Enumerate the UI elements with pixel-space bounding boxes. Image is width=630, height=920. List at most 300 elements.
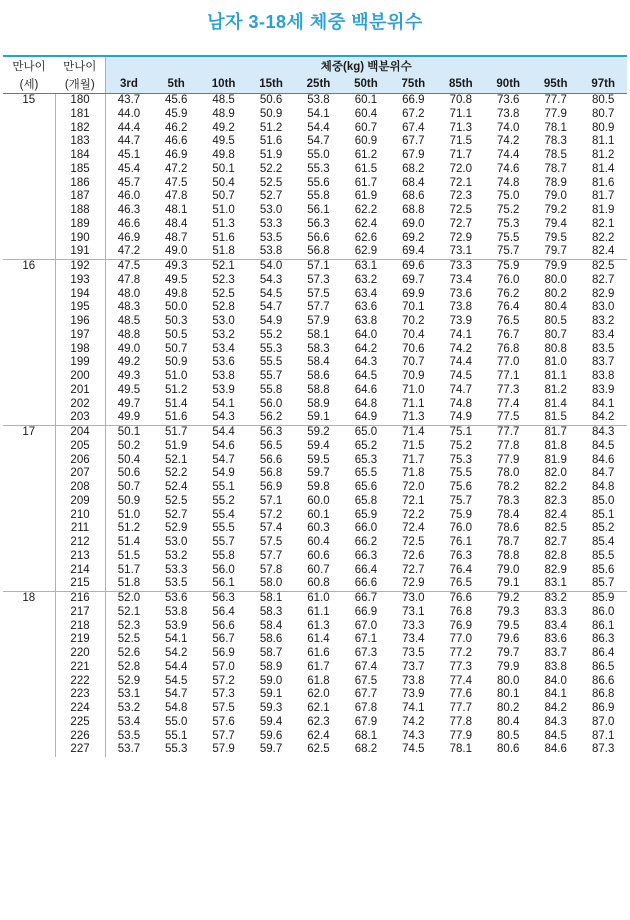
- weight-value-cell: 71.7: [449, 149, 472, 161]
- weight-value-cell: 73.0: [390, 592, 437, 606]
- age-month-header-top: 만나이: [55, 56, 105, 75]
- age-months-cell: 192: [55, 260, 105, 274]
- weight-value-cell: 79.2: [544, 204, 567, 216]
- weight-value-cell: 53.6: [212, 356, 235, 369]
- age-months-cell: 206: [55, 454, 105, 468]
- weight-value-cell: 71.1: [402, 397, 425, 410]
- weight-value-cell: 74.2: [497, 135, 520, 148]
- age-months-cell: 199: [55, 356, 105, 370]
- weight-value-cell: 82.1: [592, 217, 615, 230]
- weight-value-cell: 50.7: [117, 481, 141, 493]
- weight-value-cell: 56.1: [212, 577, 235, 590]
- weight-value-cell: 51.2: [259, 121, 283, 134]
- weight-value-cell: 67.8: [354, 702, 378, 714]
- table-row: [3, 564, 627, 578]
- weight-value-cell: 55.7: [259, 370, 283, 382]
- weight-value-cell: 83.0: [592, 301, 615, 314]
- weight-value-cell: 58.9: [259, 660, 283, 673]
- table-row: [3, 329, 627, 343]
- weight-value-cell: 83.4: [544, 619, 567, 632]
- header-row-top: [3, 56, 627, 75]
- weight-value-cell: 79.3: [497, 605, 520, 618]
- table-row: [3, 620, 627, 634]
- weight-value-cell: 55.0: [164, 715, 188, 728]
- weight-value-cell: 58.1: [247, 592, 294, 606]
- weight-percentile-table: [3, 55, 627, 757]
- weight-value-cell: 59.5: [307, 453, 330, 466]
- weight-value-cell: 81.6: [592, 176, 615, 189]
- weight-value-cell: 78.1: [544, 121, 567, 134]
- weight-value-cell: 53.8: [164, 605, 188, 618]
- weight-value-cell: 57.4: [259, 522, 283, 535]
- weight-value-cell: 54.4: [307, 121, 330, 134]
- weight-value-cell: 58.3: [259, 605, 283, 618]
- weight-value-cell: 56.8: [259, 467, 283, 480]
- table-row: [3, 149, 627, 163]
- weight-value-cell: 69.0: [402, 217, 425, 230]
- weight-value-cell: 74.8: [449, 397, 472, 410]
- weight-value-cell: 75.6: [449, 481, 472, 493]
- weight-value-cell: 85.1: [592, 508, 615, 521]
- age-months-cell: 194: [55, 288, 105, 302]
- weight-value-cell: 54.3: [212, 411, 235, 424]
- weight-value-cell: 62.6: [354, 231, 378, 244]
- weight-value-cell: 51.0: [212, 204, 235, 216]
- weight-value-cell: 78.7: [544, 162, 567, 175]
- weight-value-cell: 77.9: [497, 453, 520, 466]
- weight-value-cell: 49.0: [117, 342, 141, 355]
- weight-value-cell: 54.5: [164, 674, 188, 687]
- table-row: [3, 343, 627, 357]
- weight-value-cell: 67.4: [354, 660, 378, 673]
- weight-value-cell: 54.1: [164, 633, 188, 646]
- weight-value-cell: 70.8: [449, 94, 472, 106]
- weight-value-cell: 53.4: [117, 715, 141, 728]
- weight-value-cell: 56.2: [259, 411, 283, 424]
- weight-value-cell: 79.4: [544, 217, 567, 230]
- weight-value-cell: 70.9: [402, 370, 425, 382]
- table-row: [3, 232, 627, 246]
- weight-value-cell: 72.2: [402, 508, 425, 521]
- weight-value-cell: 50.9: [164, 356, 188, 369]
- table-row: [3, 495, 627, 509]
- weight-value-cell: 75.1: [437, 426, 484, 440]
- weight-value-cell: 59.0: [259, 674, 283, 687]
- weight-value-cell: 62.5: [307, 743, 330, 756]
- weight-value-cell: 53.9: [164, 619, 188, 632]
- table-row: [3, 177, 627, 191]
- weight-value-cell: 52.3: [117, 619, 141, 632]
- weight-value-cell: 65.3: [354, 453, 378, 466]
- weight-value-cell: 77.9: [544, 107, 567, 120]
- weight-value-cell: 67.7: [354, 688, 378, 701]
- weight-value-cell: 63.4: [354, 287, 378, 300]
- weight-value-cell: 53.8: [259, 245, 283, 258]
- table-row: [3, 675, 627, 689]
- weight-value-cell: 54.0: [247, 260, 294, 274]
- weight-value-cell: 56.8: [307, 245, 330, 258]
- weight-value-cell: 85.6: [592, 563, 615, 576]
- weight-value-cell: 67.3: [354, 647, 378, 659]
- weight-value-cell: 75.3: [449, 453, 472, 466]
- weight-value-cell: 77.7: [485, 426, 532, 440]
- age-month-header-bottom: (개월): [55, 75, 105, 94]
- weight-value-cell: 52.5: [164, 494, 188, 507]
- weight-value-cell: 56.7: [212, 633, 235, 646]
- weight-value-cell: 65.2: [354, 439, 378, 452]
- weight-value-cell: 54.9: [212, 467, 235, 480]
- weight-value-cell: 73.8: [449, 301, 472, 314]
- weight-value-cell: 65.0: [342, 426, 389, 440]
- weight-value-cell: 78.9: [544, 176, 567, 189]
- weight-value-cell: 74.6: [497, 162, 520, 175]
- weight-value-cell: 54.7: [164, 688, 188, 701]
- age-months-cell: 224: [55, 702, 105, 716]
- weight-value-cell: 54.2: [164, 647, 188, 659]
- weight-value-cell: 76.5: [449, 577, 472, 590]
- weight-value-cell: 55.1: [164, 729, 188, 742]
- table-row: [3, 218, 627, 232]
- weight-value-cell: 51.6: [212, 231, 235, 244]
- table-row: [3, 190, 627, 204]
- weight-value-cell: 66.6: [354, 577, 378, 590]
- table-row: [3, 467, 627, 481]
- weight-value-cell: 81.2: [544, 383, 567, 396]
- weight-value-cell: 78.3: [497, 494, 520, 507]
- table-row: [3, 135, 627, 149]
- weight-value-cell: 86.8: [592, 688, 615, 701]
- weight-value-cell: 48.5: [212, 94, 235, 106]
- weight-value-cell: 84.0: [544, 674, 567, 687]
- weight-value-cell: 70.1: [402, 301, 425, 314]
- weight-value-cell: 55.2: [259, 328, 283, 341]
- weight-value-cell: 71.7: [402, 453, 425, 466]
- age-months-cell: 204: [55, 426, 105, 440]
- weight-value-cell: 53.5: [259, 231, 283, 244]
- weight-value-cell: 77.3: [449, 660, 472, 673]
- weight-value-cell: 61.4: [307, 633, 330, 646]
- weight-value-cell: 55.0: [307, 149, 330, 161]
- weight-value-cell: 82.5: [544, 522, 567, 535]
- weight-value-cell: 85.5: [592, 549, 615, 562]
- weight-value-cell: 56.0: [259, 397, 283, 410]
- weight-value-cell: 83.7: [544, 647, 567, 659]
- table-row: [3, 122, 627, 136]
- weight-value-cell: 44.4: [117, 121, 141, 134]
- weight-value-cell: 79.0: [497, 563, 520, 576]
- weight-value-cell: 79.6: [497, 633, 520, 646]
- weight-value-cell: 50.6: [117, 467, 141, 480]
- table-row: [3, 536, 627, 550]
- weight-value-cell: 53.0: [164, 536, 188, 548]
- weight-value-cell: 66.7: [342, 592, 389, 606]
- weight-value-cell: 51.7: [117, 563, 141, 576]
- weight-value-cell: 84.5: [592, 439, 615, 452]
- weight-value-cell: 57.1: [295, 260, 342, 274]
- weight-value-cell: 52.1: [200, 260, 247, 274]
- weight-value-cell: 74.0: [497, 121, 520, 134]
- weight-value-cell: 81.1: [592, 135, 615, 148]
- weight-value-cell: 53.0: [259, 204, 283, 216]
- weight-value-cell: 58.1: [307, 328, 330, 341]
- weight-value-cell: 81.0: [544, 356, 567, 369]
- weight-value-cell: 53.0: [212, 315, 235, 327]
- weight-value-cell: 63.2: [354, 273, 378, 286]
- weight-value-cell: 62.3: [307, 715, 330, 728]
- weight-value-cell: 52.3: [212, 273, 235, 286]
- weight-value-cell: 60.1: [354, 94, 378, 106]
- weight-value-cell: 54.8: [164, 702, 188, 714]
- weight-value-cell: 52.1: [164, 453, 188, 466]
- weight-value-cell: 75.2: [497, 204, 520, 216]
- weight-value-cell: 51.6: [259, 135, 283, 148]
- weight-value-cell: 67.0: [354, 619, 378, 632]
- age-years-cell: 15: [3, 94, 55, 260]
- age-months-cell: 188: [55, 204, 105, 218]
- weight-value-cell: 57.0: [212, 660, 235, 673]
- weight-value-cell: 79.2: [485, 592, 532, 606]
- weight-value-cell: 69.4: [402, 245, 425, 258]
- weight-value-cell: 83.8: [544, 660, 567, 673]
- age-months-cell: 209: [55, 495, 105, 509]
- weight-value-cell: 74.2: [402, 715, 425, 728]
- table-row: [3, 245, 627, 259]
- weight-value-cell: 72.0: [449, 162, 472, 175]
- percentile-header: 5th: [152, 75, 199, 94]
- table-row: [3, 301, 627, 315]
- weight-value-cell: 66.4: [354, 563, 378, 576]
- weight-value-cell: 57.7: [212, 729, 235, 742]
- weight-value-cell: 53.3: [259, 217, 283, 230]
- weight-value-cell: 74.9: [449, 411, 472, 424]
- weight-value-cell: 70.7: [402, 356, 425, 369]
- weight-value-cell: 80.2: [497, 702, 520, 714]
- weight-value-cell: 58.8: [307, 383, 330, 396]
- weight-value-cell: 82.7: [592, 273, 615, 286]
- percentile-header: 75th: [390, 75, 437, 94]
- weight-value-cell: 79.1: [497, 577, 520, 590]
- weight-value-cell: 46.6: [164, 135, 188, 148]
- weight-value-cell: 56.3: [247, 426, 294, 440]
- percentile-header: 85th: [437, 75, 484, 94]
- weight-value-cell: 51.2: [117, 522, 141, 535]
- weight-value-cell: 61.7: [307, 660, 330, 673]
- age-months-cell: 219: [55, 633, 105, 647]
- weight-value-cell: 50.3: [164, 315, 188, 327]
- table-row: [3, 411, 627, 425]
- age-months-cell: 203: [55, 411, 105, 425]
- weight-value-cell: 74.5: [449, 370, 472, 382]
- age-months-cell: 197: [55, 329, 105, 343]
- age-months-cell: 185: [55, 163, 105, 177]
- weight-value-cell: 56.6: [259, 453, 283, 466]
- weight-value-cell: 64.2: [354, 342, 378, 355]
- weight-value-cell: 53.8: [307, 94, 330, 106]
- weight-value-cell: 50.0: [164, 301, 188, 314]
- weight-value-cell: 80.5: [497, 729, 520, 742]
- weight-value-cell: 54.5: [259, 287, 283, 300]
- age-months-cell: 191: [55, 245, 105, 259]
- age-months-cell: 227: [55, 743, 105, 757]
- weight-value-cell: 59.4: [259, 715, 283, 728]
- weight-value-cell: 51.7: [152, 426, 199, 440]
- weight-value-cell: 68.8: [402, 204, 425, 216]
- table-body: [3, 94, 627, 758]
- weight-value-cell: 55.8: [307, 190, 330, 203]
- weight-value-cell: 50.9: [117, 494, 141, 507]
- weight-value-cell: 67.5: [354, 674, 378, 687]
- weight-value-cell: 73.9: [449, 315, 472, 327]
- weight-value-cell: 82.2: [544, 481, 567, 493]
- weight-value-cell: 50.7: [164, 342, 188, 355]
- weight-value-cell: 75.9: [449, 508, 472, 521]
- weight-value-cell: 82.2: [592, 231, 615, 244]
- weight-value-cell: 47.8: [117, 273, 141, 286]
- weight-value-cell: 72.1: [449, 176, 472, 189]
- weight-value-cell: 76.6: [437, 592, 484, 606]
- table-row: [3, 661, 627, 675]
- weight-value-cell: 60.8: [307, 577, 330, 590]
- weight-value-cell: 58.9: [307, 397, 330, 410]
- weight-value-cell: 86.0: [592, 605, 615, 618]
- weight-value-cell: 78.4: [497, 508, 520, 521]
- weight-value-cell: 62.9: [354, 245, 378, 258]
- weight-value-cell: 52.6: [117, 647, 141, 659]
- table-row: [3, 274, 627, 288]
- weight-value-cell: 53.2: [117, 702, 141, 714]
- weight-value-cell: 82.9: [592, 287, 615, 300]
- weight-value-cell: 55.4: [212, 508, 235, 521]
- weight-value-cell: 85.4: [592, 536, 615, 548]
- weight-value-cell: 53.7: [117, 743, 141, 756]
- weight-value-cell: 45.6: [164, 94, 188, 106]
- age-months-cell: 183: [55, 135, 105, 149]
- percentile-header: 97th: [579, 75, 627, 94]
- weight-value-cell: 55.5: [212, 522, 235, 535]
- weight-value-cell: 58.4: [307, 356, 330, 369]
- weight-value-cell: 84.1: [592, 397, 615, 410]
- weight-value-cell: 57.9: [307, 315, 330, 327]
- age-months-cell: 207: [55, 467, 105, 481]
- weight-value-cell: 48.9: [212, 107, 235, 120]
- weight-value-cell: 74.4: [449, 356, 472, 369]
- weight-value-cell: 44.0: [117, 107, 141, 120]
- weight-value-cell: 84.7: [592, 467, 615, 480]
- weight-value-cell: 84.2: [592, 411, 615, 424]
- age-months-cell: 200: [55, 370, 105, 384]
- weight-value-cell: 76.4: [497, 301, 520, 314]
- weight-value-cell: 51.3: [212, 217, 235, 230]
- weight-value-cell: 82.9: [544, 563, 567, 576]
- weight-value-cell: 45.1: [117, 149, 141, 161]
- weight-value-cell: 51.5: [117, 549, 141, 562]
- percentile-header: 95th: [532, 75, 579, 94]
- weight-value-cell: 68.2: [354, 743, 378, 756]
- table-row: [3, 743, 627, 757]
- weight-value-cell: 81.7: [532, 426, 579, 440]
- weight-value-cell: 82.4: [544, 508, 567, 521]
- weight-value-cell: 49.5: [212, 135, 235, 148]
- age-years-cell: 18: [3, 592, 55, 758]
- weight-value-cell: 87.3: [592, 743, 615, 756]
- weight-value-cell: 73.8: [497, 107, 520, 120]
- weight-value-cell: 52.8: [212, 301, 235, 314]
- weight-value-cell: 54.7: [212, 453, 235, 466]
- weight-value-cell: 78.2: [497, 481, 520, 493]
- weight-value-cell: 74.3: [402, 729, 425, 742]
- weight-value-cell: 70.6: [402, 342, 425, 355]
- table-row: [3, 592, 627, 606]
- weight-value-cell: 67.9: [402, 149, 425, 161]
- age-months-cell: 181: [55, 108, 105, 122]
- weight-value-cell: 76.0: [497, 273, 520, 286]
- age-months-cell: 226: [55, 730, 105, 744]
- weight-value-cell: 79.7: [544, 245, 567, 258]
- weight-value-cell: 67.9: [354, 715, 378, 728]
- weight-value-cell: 71.3: [449, 121, 472, 134]
- weight-value-cell: 69.9: [402, 287, 425, 300]
- weight-value-cell: 60.0: [307, 494, 330, 507]
- age-months-cell: 214: [55, 564, 105, 578]
- weight-value-cell: 75.0: [497, 190, 520, 203]
- percentile-header: 3rd: [105, 75, 152, 94]
- weight-value-cell: 58.4: [259, 619, 283, 632]
- weight-value-cell: 66.3: [354, 549, 378, 562]
- weight-value-cell: 73.4: [449, 273, 472, 286]
- weight-value-cell: 56.3: [200, 592, 247, 606]
- weight-value-cell: 86.5: [592, 660, 615, 673]
- weight-value-cell: 56.5: [259, 439, 283, 452]
- age-months-cell: 211: [55, 522, 105, 536]
- weight-value-cell: 45.7: [117, 176, 141, 189]
- weight-value-cell: 85.7: [592, 577, 615, 590]
- weight-value-cell: 83.9: [592, 383, 615, 396]
- weight-value-cell: 52.9: [117, 674, 141, 687]
- weight-value-cell: 73.7: [402, 660, 425, 673]
- weight-value-cell: 81.4: [592, 162, 615, 175]
- weight-value-cell: 72.6: [402, 549, 425, 562]
- weight-value-cell: 74.8: [497, 176, 520, 189]
- weight-value-cell: 61.5: [354, 162, 378, 175]
- weight-value-cell: 58.7: [259, 647, 283, 659]
- weight-value-cell: 86.9: [592, 702, 615, 714]
- weight-value-cell: 77.6: [449, 688, 472, 701]
- weight-value-cell: 56.9: [259, 481, 283, 493]
- weight-value-cell: 54.4: [200, 426, 247, 440]
- weight-value-cell: 82.0: [544, 467, 567, 480]
- weight-value-cell: 57.8: [259, 563, 283, 576]
- age-months-cell: 213: [55, 550, 105, 564]
- weight-value-cell: 67.2: [402, 107, 425, 120]
- weight-value-cell: 71.1: [449, 107, 472, 120]
- weight-value-cell: 77.7: [544, 94, 567, 106]
- weight-value-cell: 50.1: [105, 426, 152, 440]
- weight-value-cell: 51.0: [164, 370, 188, 382]
- weight-value-cell: 79.9: [497, 660, 520, 673]
- weight-value-cell: 50.6: [259, 94, 283, 106]
- weight-value-cell: 75.5: [497, 231, 520, 244]
- weight-value-cell: 74.4: [497, 149, 520, 161]
- weight-value-cell: 61.6: [307, 647, 330, 659]
- weight-value-cell: 74.5: [402, 743, 425, 756]
- weight-value-cell: 55.2: [212, 494, 235, 507]
- weight-value-cell: 52.5: [117, 633, 141, 646]
- weight-value-cell: 46.9: [117, 231, 141, 244]
- weight-value-cell: 71.4: [390, 426, 437, 440]
- weight-value-cell: 77.2: [449, 647, 472, 659]
- weight-value-cell: 49.2: [117, 356, 141, 369]
- percentile-header: 10th: [200, 75, 247, 94]
